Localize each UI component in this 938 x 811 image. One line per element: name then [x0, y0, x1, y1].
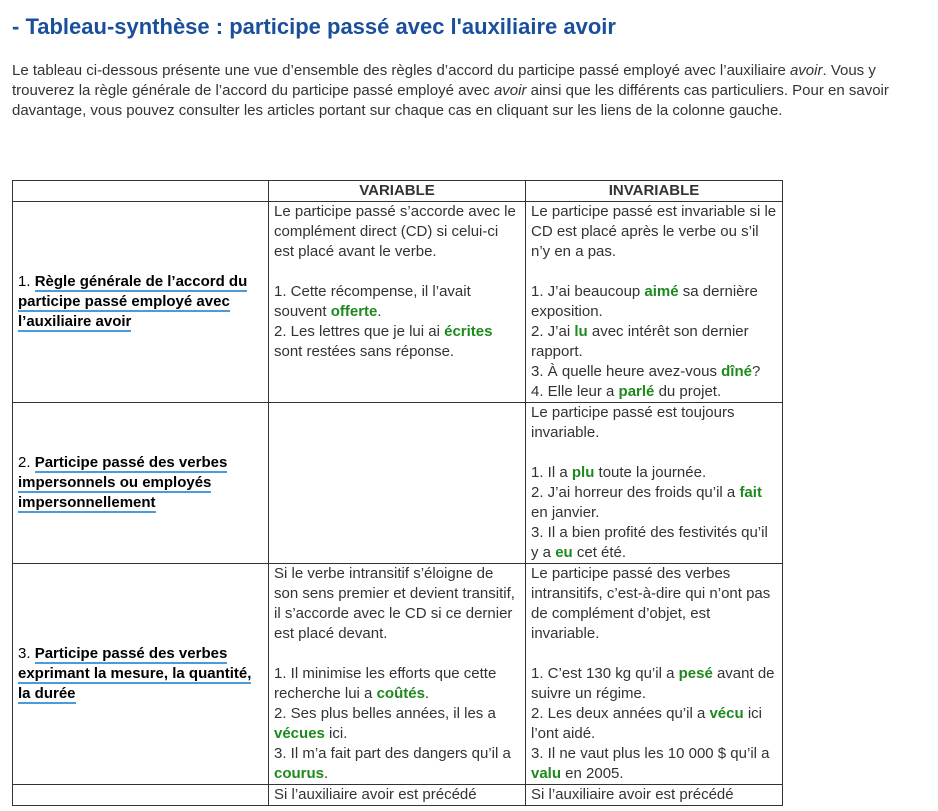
example-1 [531, 282, 777, 322]
example-2 [531, 322, 777, 362]
participle-highlight: valu [531, 765, 562, 782]
intro-paragraph [12, 61, 902, 121]
participle-highlight: pesé [678, 665, 713, 682]
intro-text-1: Le tableau ci-dessous présente une vue d’ensemble des règles d’accord du participe passé employé avec l’auxiliaire [12, 62, 790, 79]
example-text: 2. J’ai [531, 323, 575, 340]
rule-cell-4 [13, 785, 269, 806]
example-text: 1. Il a [531, 464, 572, 481]
invariable-cell-3 [526, 564, 783, 785]
example-text: avant de suivre un régime. [531, 665, 775, 702]
invariable-cell-2 [526, 403, 783, 564]
participle-highlight: vécues [274, 725, 325, 742]
intro-text-2: . Vous y trouverez la règle générale de l’accord du participe passé employé avec [12, 62, 876, 99]
participle-highlight: offerte [330, 303, 378, 320]
example-text: en janvier. [531, 504, 600, 521]
example-text: 1. J’ai beaucoup [531, 283, 645, 300]
participle-highlight: parlé [618, 383, 655, 400]
example-1 [531, 664, 777, 704]
intro-avoir-1: avoir [789, 62, 823, 79]
example-text: ici l’ont aidé. [531, 705, 763, 742]
participle-highlight: dîné [721, 363, 752, 380]
example-text: 3. À quelle heure avez-vous [531, 363, 722, 380]
variable-cell-1 [269, 202, 526, 403]
table-row [13, 202, 783, 403]
participle-highlight: eu [555, 544, 573, 561]
example-text: en 2005. [561, 765, 624, 782]
example-text: sa dernière exposition. [531, 283, 758, 320]
intro-avoir-2: avoir [493, 82, 527, 99]
header-invariable: INVARIABLE [526, 181, 783, 202]
spacer [274, 644, 520, 664]
page-title: - Tableau-synthèse : participe passé avec l'auxiliaire avoir [12, 14, 616, 39]
variable-intro: Si l’auxiliaire avoir est précédé [274, 786, 477, 803]
rule-cell-2 [13, 403, 269, 564]
header-variable: VARIABLE [269, 181, 526, 202]
example-3 [531, 362, 777, 382]
example-text: toute la journée. [594, 464, 707, 481]
example-text: ici. [324, 725, 348, 742]
example-text: 3. Il ne vaut plus les 10 000 $ qu’il a [531, 745, 770, 762]
intro-text-3: ainsi que les différents cas particuliers. Pour en savoir davantage, vous pouvez consulter les articles portant sur chaque cas en cliquant sur les liens de la colonne gauche. [12, 82, 889, 119]
example-text: 2. Les deux années qu’il a [531, 705, 710, 722]
spacer [531, 644, 777, 664]
participle-highlight: écrites [444, 323, 493, 340]
example-text: 1. Il minimise les efforts que cette recherche lui a [274, 665, 497, 702]
variable-cell-3 [269, 564, 526, 785]
spacer [531, 443, 777, 463]
table-header-row [13, 181, 783, 202]
participle-highlight: aimé [644, 283, 679, 300]
rule-cell-1 [13, 202, 269, 403]
example-text: 2. Ses plus belles années, il les a [274, 705, 496, 722]
rule-number: 2. [18, 454, 35, 471]
participle-highlight: plu [571, 464, 595, 481]
example-1 [274, 282, 520, 322]
variable-intro: Si le verbe intransitif s’éloigne de son sens premier et devient transitif, il s’accorde avec le CD si ce dernier est placé devant. [274, 565, 515, 642]
rule-link-impersonal[interactable]: Participe passé des verbes impersonnels ou employés impersonnellement [18, 454, 228, 511]
example-3 [531, 744, 777, 784]
example-1 [531, 463, 777, 483]
example-text: cet été. [572, 544, 627, 561]
table-row [13, 564, 783, 785]
spacer [274, 262, 520, 282]
example-text: 4. Elle leur a [531, 383, 619, 400]
rule-cell-3 [13, 564, 269, 785]
example-text: 3. Il m’a fait part des dangers qu’il a [274, 745, 511, 762]
example-4 [531, 382, 777, 402]
table-row [13, 403, 783, 564]
example-text: . [324, 765, 329, 782]
example-text: sont restées sans réponse. [274, 343, 455, 360]
rule-link-general[interactable]: Règle générale de l’accord du participe passé employé avec l’auxiliaire avoir [18, 273, 248, 330]
participle-highlight: coûtés [376, 685, 425, 702]
rule-link-measure[interactable]: Participe passé des verbes exprimant la mesure, la quantité, la durée [18, 645, 252, 702]
participle-highlight: vécu [709, 705, 744, 722]
table-row [13, 785, 783, 806]
example-text: 1. Cette récompense, il l’avait souvent [274, 283, 471, 320]
variable-cell-2 [269, 403, 526, 564]
example-text: . [377, 303, 382, 320]
header-empty [13, 181, 269, 202]
participle-highlight: fait [739, 484, 762, 501]
participle-highlight: lu [574, 323, 588, 340]
example-3 [274, 744, 520, 784]
invariable-intro: Le participe passé est toujours invariable. [531, 404, 735, 441]
variable-cell-4 [269, 785, 526, 806]
example-1 [274, 664, 520, 704]
invariable-intro: Le participe passé est invariable si le CD est placé après le verbe ou s’il n’y en a pas. [531, 203, 777, 260]
invariable-intro: Le participe passé des verbes intransitifs, c’est-à-dire qui n’ont pas de complément d’objet, est invariable. [531, 565, 771, 642]
example-2 [531, 704, 777, 744]
example-text: ? [751, 363, 761, 380]
example-2 [274, 704, 520, 744]
synthesis-table [12, 180, 783, 806]
example-text: 2. Les lettres que je lui ai [274, 323, 445, 340]
rule-number: 1. [18, 273, 35, 290]
example-text: 1. C’est 130 kg qu’il a [531, 665, 679, 682]
participle-highlight: courus [274, 765, 325, 782]
spacer [531, 262, 777, 282]
example-2 [274, 322, 520, 362]
invariable-cell-1 [526, 202, 783, 403]
invariable-intro: Si l’auxiliaire avoir est précédé [531, 786, 734, 803]
example-text: du projet. [654, 383, 722, 400]
example-text: 2. J’ai horreur des froids qu’il a [531, 484, 740, 501]
example-text: . [424, 685, 430, 702]
variable-intro: Le participe passé s’accorde avec le complément direct (CD) si celui-ci est placé avant le verbe. [274, 203, 516, 260]
invariable-cell-4 [526, 785, 783, 806]
example-text: avec intérêt son dernier rapport. [531, 323, 749, 360]
rule-number: 3. [18, 645, 35, 662]
example-text: 3. Il a bien profité des festivités qu’il y a [531, 524, 768, 561]
example-2 [531, 483, 777, 523]
example-3 [531, 523, 777, 563]
